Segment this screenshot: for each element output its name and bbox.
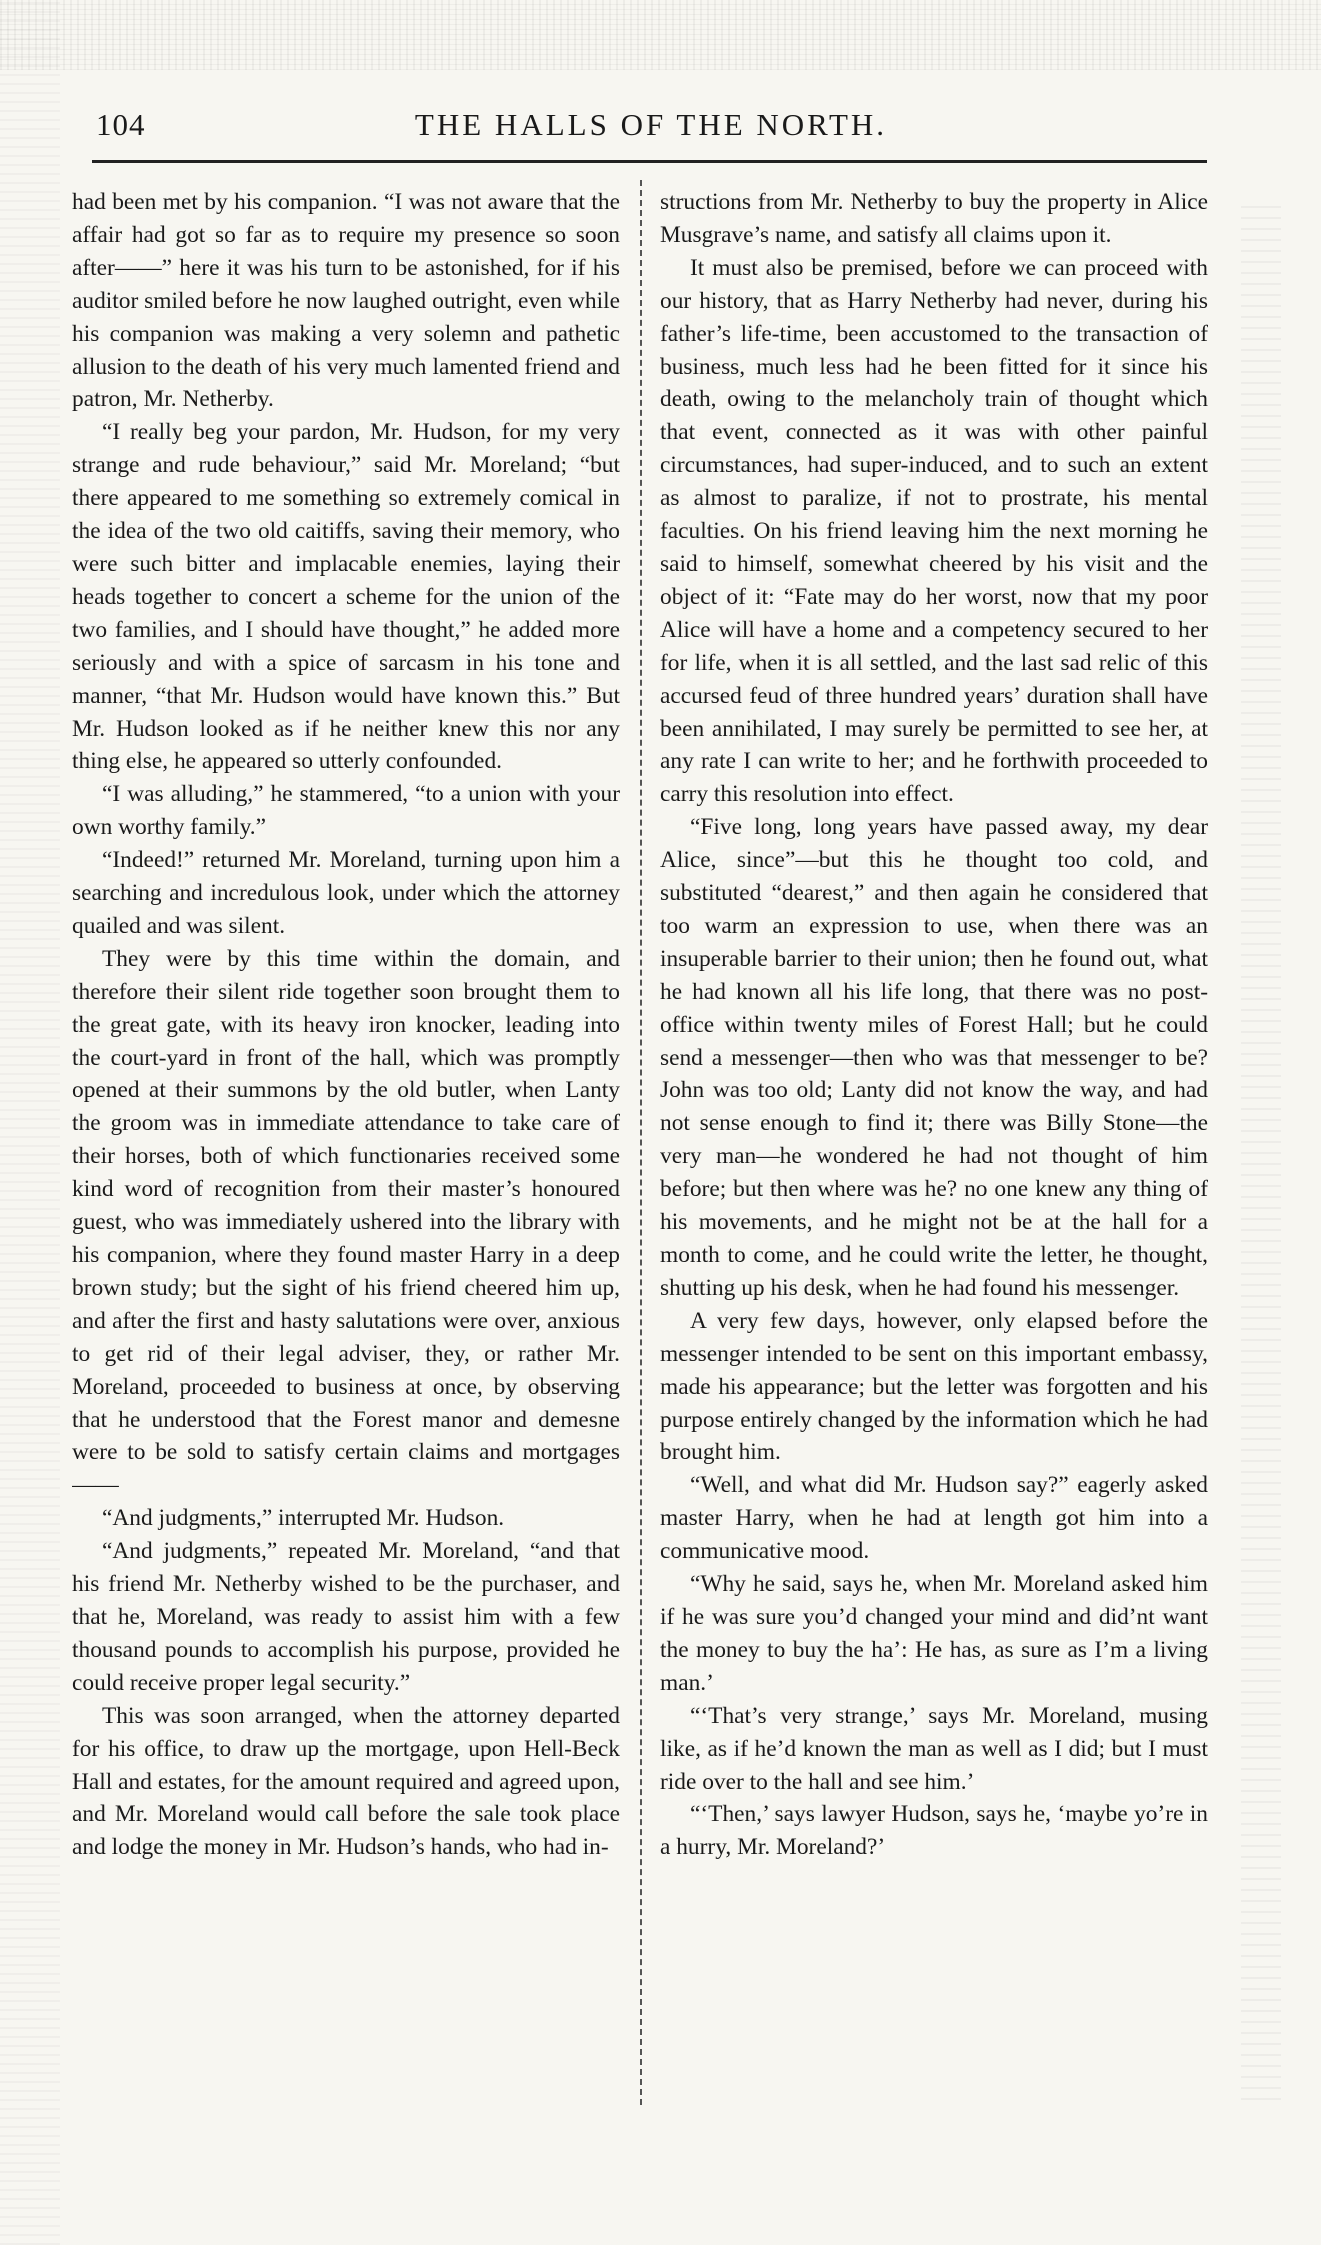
paragraph: “Why he said, says he, when Mr. Moreland asked him if he was sure you’d changed your mind and did’nt want the money to buy the ha’: He has, as sure as I’m a living man.’ [660,1571,1208,1696]
paragraph: structions from Mr. Netherby to buy the property in Alice Musgrave’s name, and satisfy all claims upon it. [660,189,1208,248]
paragraph: “And judgments,” interrupted Mr. Hudson. [102,1505,505,1532]
column-divider [640,180,642,2105]
left-column [72,186,620,2121]
paragraph: “I was alluding,” he stammered, “to a union with your own worthy family.” [72,781,620,841]
paragraph: It must also be premised, before we can proceed with our history, that as Harry Netherby had never, during his father’s life-time, been accustomed to the transaction of business, much less had he been fitted for it since his death, owing to the melancholy train of thought which that event, connected as it was with other painful circumstances, had super-induced, and to such an extent as almost to paralize, if not to prostrate, his mental faculties. On his friend leaving him the next morning he said to himself, somewhat cheered by his visit and the object of it: “Fate may do her worst, now that my poor Alice will have a home and a competency secured to her for life, when it is all settled, and the last sad relic of this accursed feud of three hundred years’ duration shall have been annihilated, I may surely be permitted to see her, at any rate I can write to her; and he forthwith proceeded to carry this resolution into effect. [660,254,1208,808]
paragraph: “Indeed!” returned Mr. Moreland, turning upon him a searching and incredulous look, under which the attorney quailed and was silent. [72,847,620,939]
paragraph: “Five long, long years have passed away, my dear Alice, since”—but this he thought too cold, and substituted “dearest,” and then again he considered that too warm an expression to use, when there was an insuperable barrier to their union; then he found out, what he had known all his life long, that there was no post-office within twenty miles of Forest Hall; but he could send a messenger—then who was that messenger to be? John was too old; Lanty did not know the way, and had not sense enough to find it; there was Billy Stone—the very man—he wondered he had not thought of him before; but then where was he? no one knew any thing of his movements, and he might not be at the hall for a month to come, and he could write the letter, he thought, shutting up his desk, when he had found his messenger. [660,814,1208,1301]
paragraph: “‘Then,’ says lawyer Hudson, says he, ‘maybe yo’re in a hurry, Mr. Moreland?’ [660,1801,1208,1861]
paragraph: “I really beg your pardon, Mr. Hudson, for my very strange and rude behaviour,” said Mr. Moreland; “but there appeared to me something so extremely comical in the idea of the two old caitiffs, saving their memory, who were such bitter and implacable enemies, laying their heads together to concert a scheme for the union of the two families, and I should have thought,” he added more seriously and with a spice of sarcasm in his tone and manner, “that Mr. Hudson would have known this.” But Mr. Hudson looked as if he neither knew this nor any thing else, he appeared so utterly confounded. [72,419,620,775]
page-header [96,105,1206,153]
running-title: THE HALLS OF THE NORTH. [414,107,888,142]
paragraph: “Well, and what did Mr. Hudson say?” eagerly asked master Harry, when he had at length got him into a communicative mood. [660,1472,1208,1565]
right-column [660,186,1208,2121]
paragraph: This was soon arranged, when the attorney departed for his office, to draw up the mortgage, upon Hell-Beck Hall and estates, for the amount required and agreed upon, and Mr. Moreland would call before the sale took place and lodge the money in Mr. Hudson’s hands, who had in- [72,1702,620,1861]
paragraph: A very few days, however, only elapsed before the messenger intended to be sent on this important embassy, made his appearance; but the letter was forgotten and his purpose entirely changed by the information which he had brought him. [660,1307,1208,1466]
scan-noise-right [1241,200,1281,2100]
paragraph: They were by this time within the domain, and therefore their silent ride together soon brought them to the great gate, with its heavy iron knocker, leading into the court-yard in front of the hall, which was promptly opened at their summons by the old butler, when Lanty the groom was in immediate attendance to take care of their horses, both of which functionaries received some kind word of recognition from their master’s honoured guest, who was immediately ushered into the library with his companion, where they found master Harry in a deep brown study; but the sight of his friend cheered him up, and after the first and hasty salutations were over, anxious to get rid of their legal adviser, they, or rather Mr. Moreland, proceeded to business at once, by observing that he understood that the Forest manor and demesne were to be sold to satisfy certain claims and mortgages—— [72,945,620,1499]
scan-noise-left [0,0,60,2245]
page-number: 104 [96,107,146,142]
scan-noise-top [0,0,1321,70]
paragraph: “‘That’s very strange,’ says Mr. Moreland, musing like, as if he’d known the man as well as I did; but I must ride over to the hall and see him.’ [660,1702,1208,1795]
header-rule [92,160,1207,163]
paragraph: had been met by his companion. “I was not aware that the affair had got so far as to require my presence so soon after——” here it was his turn to be astonished, for if his auditor smiled before he now laughed outright, even while his companion was making a very solemn and pathetic allusion to the death of his very much lamented friend and patron, Mr. Netherby. [72,189,620,413]
paragraph: “And judgments,” repeated Mr. Moreland, “and that his friend Mr. Netherby wished to be the purchaser, and that he, Moreland, was ready to assist him with a few thousand pounds to accomplish his purpose, provided he could receive proper legal security.” [72,1538,620,1696]
